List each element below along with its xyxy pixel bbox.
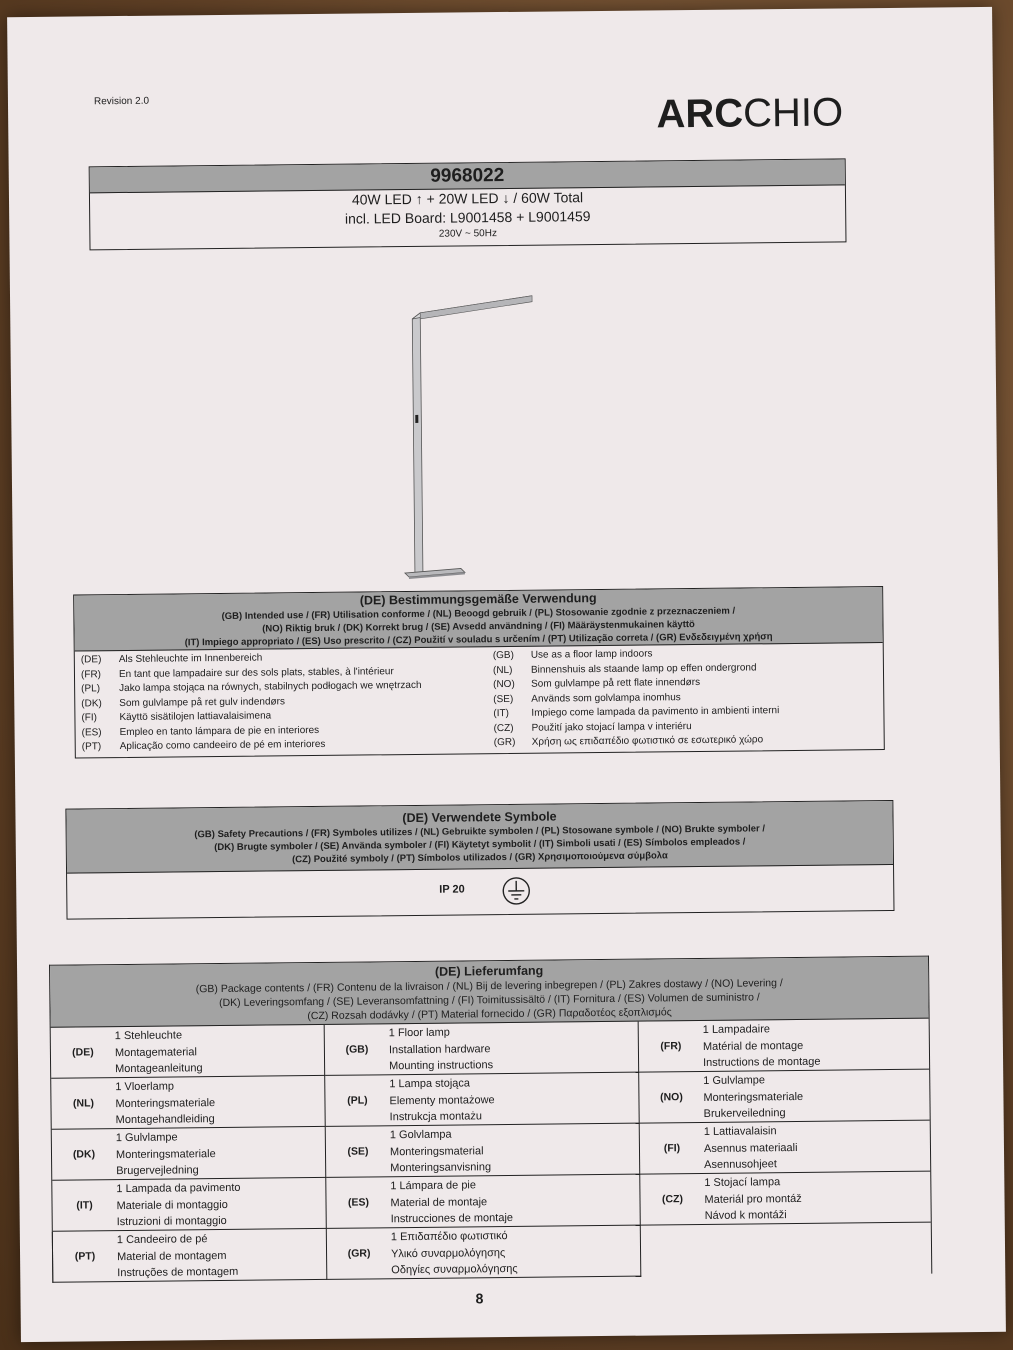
content-item: Material de montagem — [117, 1249, 227, 1263]
table-cell — [51, 1025, 326, 1079]
protective-earth-icon — [501, 876, 531, 906]
content-item: 1 Lampadaire — [702, 1023, 771, 1036]
package-contents-subtitle-1: (GB) Package contents / (FR) Contenu de la livraison / (NL) Bij de levering inbegrepen / (PL) Zakres dostawy / (NO) Levering / — [195, 977, 783, 996]
table-cell — [327, 1226, 642, 1280]
table-cell — [639, 1070, 930, 1124]
use-text: Použití jako stojací lampa v interiéru — [531, 720, 692, 734]
logo-bold-part: ARC — [656, 91, 744, 137]
language-code: (SE) — [493, 693, 514, 705]
language-code: (GR) — [493, 736, 516, 749]
content-item: 1 Lámpara de pie — [390, 1179, 477, 1193]
content-item: Monteringsanvisning — [390, 1161, 492, 1175]
content-item: Asennusohjeet — [704, 1158, 777, 1171]
table-cell — [640, 1121, 931, 1175]
content-item: Elementy montażowe — [389, 1093, 495, 1107]
package-contents-title: (DE) Lieferumfang — [434, 963, 544, 979]
content-item: Monteringsmateriale — [115, 1096, 216, 1110]
content-item: Asennus materiaali — [703, 1141, 798, 1155]
use-text: Jako lampa stojąca na równych, stabilnych podłogach we wnętrzach — [119, 679, 422, 695]
use-text: Som gulvlampe på rett flate innendørs — [531, 676, 701, 690]
symbols-table — [65, 800, 894, 920]
content-item: Materiale di montaggio — [116, 1198, 228, 1212]
symbols-body — [67, 865, 893, 919]
language-code: (DE) — [72, 1046, 94, 1059]
content-item: Υλικό συναρμολόγησης — [390, 1246, 506, 1260]
use-text: Empleo en tanto lámpara de pie en interiores — [119, 724, 320, 738]
content-item: Monteringsmateriale — [703, 1090, 804, 1104]
content-item: Montagematerial — [114, 1045, 197, 1059]
ip-rating: IP 20 — [439, 883, 465, 896]
table-cell — [52, 1178, 327, 1232]
logo-light-part: CHIO — [742, 90, 844, 136]
content-item: Instrucciones de montaje — [390, 1211, 514, 1226]
content-item: 1 Floor lamp — [388, 1026, 450, 1040]
language-code: (PT) — [81, 741, 102, 753]
content-item: 1 Gulvlampe — [115, 1131, 178, 1145]
content-item: 1 Lampa stojąca — [389, 1077, 471, 1091]
content-item: Instrukcja montażu — [389, 1110, 483, 1124]
symbols-subtitle-1: (GB) Safety Precautions / (FR) Symboles utilizes / (NL) Gebruikte symbolen / (PL) Stosowane symbole / (NO) Brukte symboler / — [194, 823, 766, 841]
content-item: 1 Candeeiro de pé — [116, 1233, 208, 1247]
product-info-box — [89, 158, 847, 250]
language-code: (FI) — [81, 712, 98, 724]
use-text: Use as a floor lamp indoors — [530, 648, 653, 661]
content-item: Brugervejledning — [116, 1164, 199, 1178]
content-item: Návod k montáži — [704, 1209, 787, 1222]
table-cell — [51, 1076, 326, 1130]
language-code: (DE) — [80, 654, 102, 666]
language-code: (GB) — [345, 1043, 369, 1056]
symbols-subtitle-3: (CZ) Použité symboly / (PT) Símbolos utilizados / (GR) Χρησιμοποιούμενα σύμβολα — [291, 850, 668, 866]
intended-use-left-column — [81, 649, 480, 755]
package-contents-grid — [51, 1019, 932, 1283]
language-code: (IT) — [76, 1199, 93, 1212]
content-item: 1 Lampada da pavimento — [116, 1181, 241, 1196]
content-item: Οδηγίες συναρμολόγησης — [391, 1262, 518, 1277]
content-item: Mounting instructions — [389, 1059, 494, 1073]
content-item: 1 Gulvlampe — [703, 1074, 766, 1087]
use-text: En tant que lampadaire sur des sols plats, stables, à l'intérieur — [118, 665, 394, 680]
language-code: (PL) — [81, 683, 101, 695]
language-code: (DK) — [81, 697, 102, 709]
brand-logo — [656, 90, 843, 137]
content-item: 1 Lattiavalaisin — [703, 1125, 777, 1138]
use-text: Aplicação como candeeiro de pé em interiores — [119, 738, 326, 753]
use-text: Binnenshuis als staande lamp op effen ondergrond — [530, 661, 757, 676]
table-cell — [52, 1127, 327, 1181]
language-code: (SE) — [347, 1145, 369, 1158]
content-item: Instruções de montagem — [117, 1265, 239, 1280]
table-cell — [326, 1175, 641, 1229]
language-code: (GR) — [347, 1247, 371, 1260]
language-code: (ES) — [347, 1196, 370, 1209]
manual-page — [7, 7, 1006, 1342]
table-cell — [52, 1229, 328, 1283]
table-cell — [640, 1172, 931, 1226]
content-item: 1 Stojací lampa — [704, 1176, 781, 1189]
page-number: 8 — [475, 1290, 484, 1307]
language-code: (IT) — [493, 707, 510, 720]
content-item: Installation hardware — [388, 1042, 491, 1056]
language-code: (DK) — [72, 1148, 96, 1161]
intended-use-right-column — [479, 645, 878, 751]
content-item: Material de montaje — [390, 1195, 488, 1209]
content-item: Montageanleitung — [115, 1062, 203, 1076]
intended-use-body — [75, 643, 884, 757]
symbols-title: (DE) Verwendete Symbole — [402, 809, 557, 826]
language-code: (CZ) — [661, 1193, 684, 1206]
content-item: 1 Golvlampa — [389, 1128, 452, 1142]
content-item: Monteringsmateriale — [115, 1147, 216, 1161]
language-code: (FR) — [660, 1040, 682, 1053]
language-code: (GB) — [492, 649, 514, 662]
content-item: Monteringsmaterial — [389, 1144, 484, 1158]
language-code: (NL) — [492, 664, 513, 676]
list-item — [494, 732, 878, 751]
content-item: 1 Stehleuchte — [114, 1029, 183, 1043]
package-contents-subtitle-3: (CZ) Rozsah dodávky / (PT) Material fornecido / (GR) Παραδοτέος εξοπλισμός — [307, 1006, 672, 1023]
intended-use-subtitle-1: (GB) Intended use / (FR) Utilisation conforme / (NL) Beoogd gebruik / (PL) Stosowanie zgodnie z przeznaczeniem / — [221, 605, 736, 622]
content-item: Instructions de montage — [703, 1055, 821, 1069]
package-contents-table — [49, 956, 932, 1283]
language-code: (PT) — [74, 1250, 96, 1263]
content-item: 1 Vloerlamp — [115, 1080, 175, 1094]
content-item: Matérial de montage — [702, 1039, 804, 1053]
language-code: (FI) — [663, 1142, 681, 1155]
product-led-boards: incl. LED Board: L9001458 + L9001459 — [344, 208, 591, 227]
table-cell — [325, 1073, 640, 1127]
floor-lamp-illustration — [400, 282, 553, 584]
use-text: Används som golvlampa inomhus — [531, 691, 681, 705]
use-text: Som gulvlampe på ret gulv indendørs — [119, 695, 285, 709]
product-power: 40W LED ↑ + 20W LED ↓ / 60W Total — [351, 189, 584, 208]
intended-use-header — [74, 587, 883, 651]
language-code: (PL) — [347, 1094, 368, 1107]
intended-use-table — [73, 586, 885, 758]
product-voltage: 230V ~ 50Hz — [438, 228, 497, 240]
table-cell — [325, 1022, 640, 1076]
table-cell — [639, 1019, 930, 1073]
intended-use-subtitle-3: (IT) Impiego appropriato / (ES) Uso prescrito / (CZ) Použití v souladu s určením / (PT) Utilização correta / (GR) Ενδεδειγμένη χρήση — [184, 631, 773, 649]
symbols-header — [66, 801, 893, 874]
language-code: (CZ) — [493, 722, 514, 734]
symbols-subtitle-2: (DK) Brugte symboler / (SE) Använda symboler / (FI) Käytetyt symbolit / (IT) Simboli usati / (ES) Símbolos empleados / — [214, 836, 746, 854]
language-code: (NO) — [659, 1091, 683, 1104]
table-cell — [326, 1124, 641, 1178]
package-contents-header — [50, 957, 929, 1028]
intended-use-title: (DE) Bestimmungsgemäße Verwendung — [359, 591, 597, 608]
use-text: Χρήση ως επιδαπέδιο φωτιστικό σε εσωτερικό χώρο — [531, 734, 764, 748]
content-item: 1 Επιδαπέδιο φωτιστικό — [390, 1230, 508, 1244]
use-text: Als Stehleuchte im Innenbereich — [118, 652, 263, 666]
list-item — [82, 736, 480, 755]
use-text: Impiego come lampada da pavimento in ambienti interni — [531, 705, 780, 719]
language-code: (NO) — [493, 678, 515, 691]
use-text: Käyttö sisätilojen lattiavalaisimena — [119, 710, 272, 724]
content-item: Materiál pro montáž — [704, 1192, 802, 1206]
content-item: Istruzioni di montaggio — [116, 1214, 227, 1229]
language-code: (NL) — [72, 1097, 95, 1110]
intended-use-subtitle-2: (NO) Riktig bruk / (DK) Korrekt brug / (SE) Avsedd användning / (FI) Määräystenmukainen käyttö — [262, 619, 695, 635]
package-contents-subtitle-2: (DK) Leveringsomfang / (SE) Leveransomfattning / (FI) Toimitussisältö / (IT) Fornitura / (ES) Volumen de suministro / — [218, 991, 760, 1010]
language-code: (FR) — [80, 668, 102, 680]
content-item: Montagehandleiding — [115, 1113, 215, 1127]
content-item: Brukerveiledning — [703, 1107, 786, 1120]
language-code: (ES) — [81, 726, 102, 738]
revision-label: Revision 2.0 — [93, 95, 150, 108]
product-number: 9968022 — [90, 159, 845, 193]
